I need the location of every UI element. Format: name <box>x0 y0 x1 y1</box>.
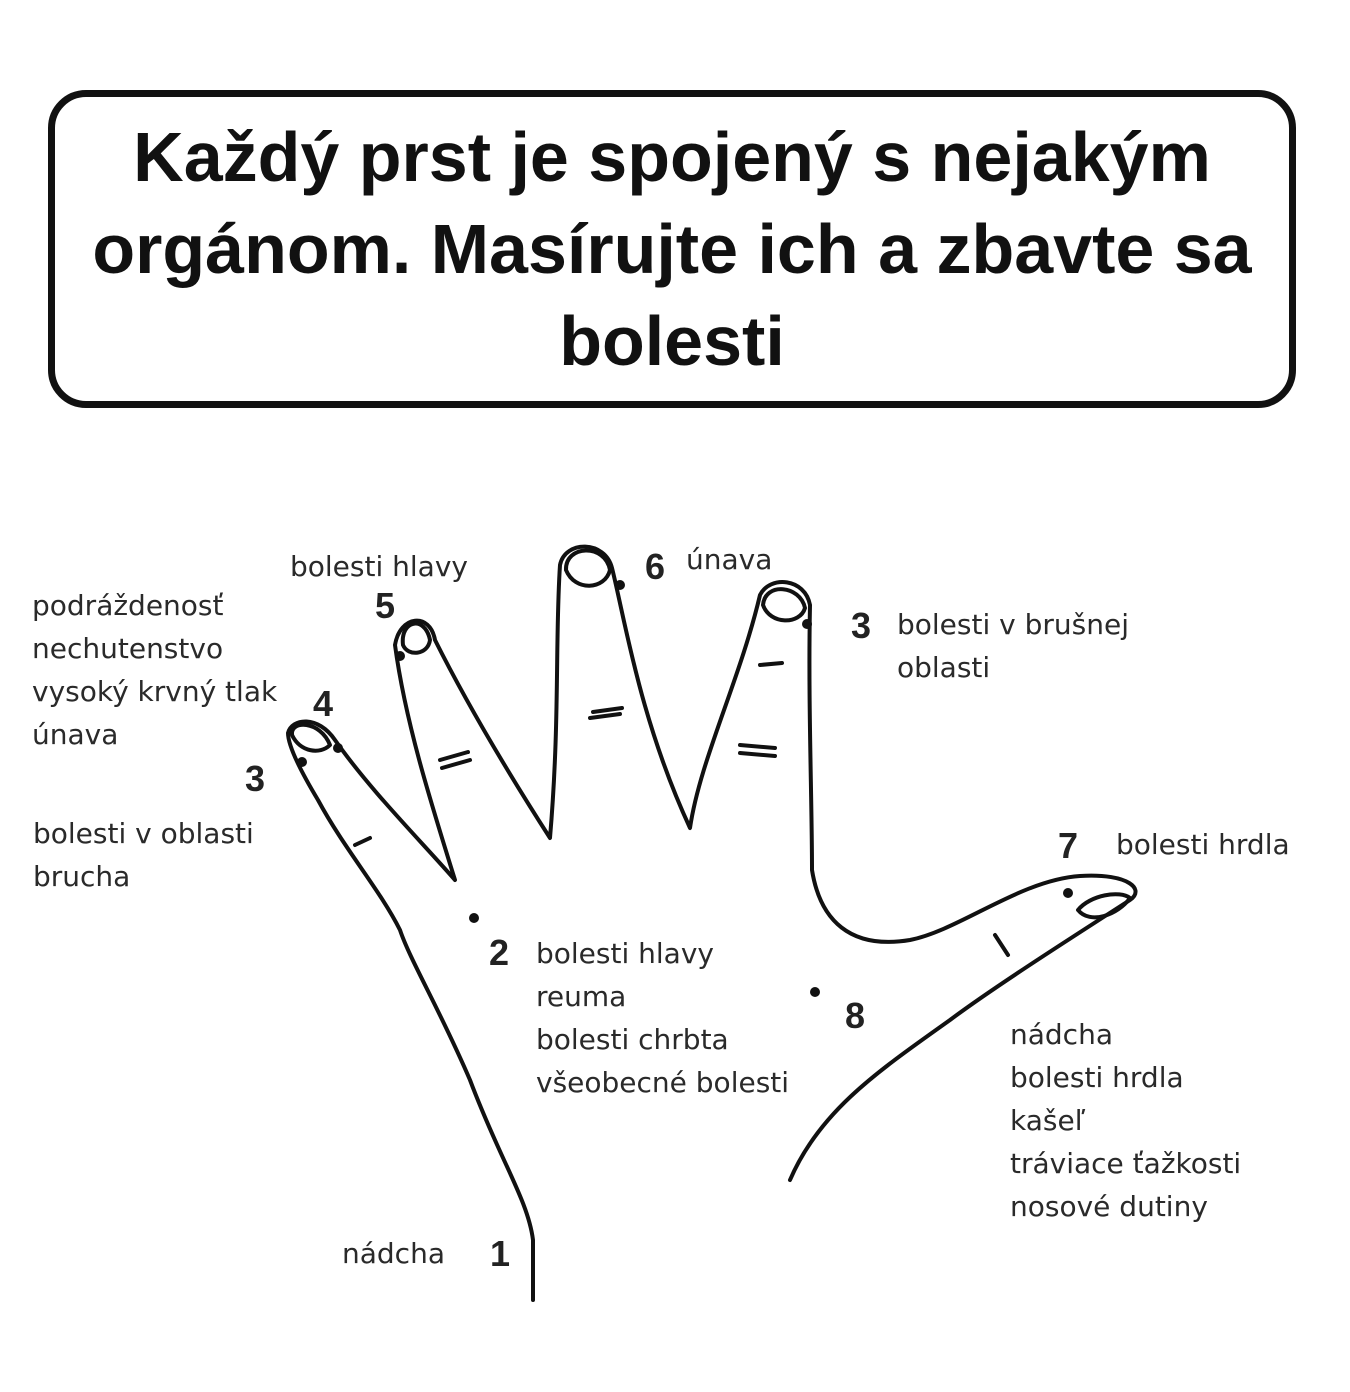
label-point-5: bolesti hlavy <box>290 550 468 583</box>
point-dot-3-left <box>297 757 307 767</box>
number-point-3-left: 3 <box>245 758 266 799</box>
label-point-8: nádcha bolesti hrdla kašeľ tráviace ťažkosti nosové dutiny <box>1010 1018 1242 1223</box>
page-title: Každý prst je spojený s nejakým orgánom. Masírujte ich a zbavte sa bolesti <box>92 118 1252 380</box>
label-point-6: únava <box>686 543 773 576</box>
number-point-3-right: 3 <box>851 605 872 646</box>
number-point-4: 4 <box>313 683 334 724</box>
label-point-3-right: bolesti v brušnej oblasti <box>897 608 1129 684</box>
fingernail-6 <box>566 550 610 585</box>
point-dot-3-right <box>802 619 812 629</box>
point-dot-6 <box>615 580 625 590</box>
number-point-2: 2 <box>489 932 510 973</box>
label-point-4: podráždenosť nechutenstvo vysoký krvný tlak únava <box>32 589 278 751</box>
point-dot-4 <box>333 743 343 753</box>
point-dot-7 <box>1063 888 1073 898</box>
point-dot-5 <box>395 651 405 661</box>
number-point-8: 8 <box>845 995 866 1036</box>
label-point-1: nádcha <box>342 1237 445 1270</box>
point-dot-2 <box>469 913 479 923</box>
fingernail-3-right <box>763 589 805 620</box>
label-point-3-left: bolesti v oblasti brucha <box>33 817 254 893</box>
number-point-5: 5 <box>375 585 396 626</box>
label-point-7: bolesti hrdla <box>1116 828 1290 861</box>
number-point-6: 6 <box>645 546 666 587</box>
number-point-1: 1 <box>490 1233 511 1274</box>
number-point-7: 7 <box>1058 825 1079 866</box>
point-dot-8 <box>810 987 820 997</box>
thumb-nail <box>1078 894 1130 917</box>
fingernail-5 <box>403 624 430 653</box>
label-point-2: bolesti hlavy reuma bolesti chrbta všeobecné bolesti <box>536 937 790 1099</box>
